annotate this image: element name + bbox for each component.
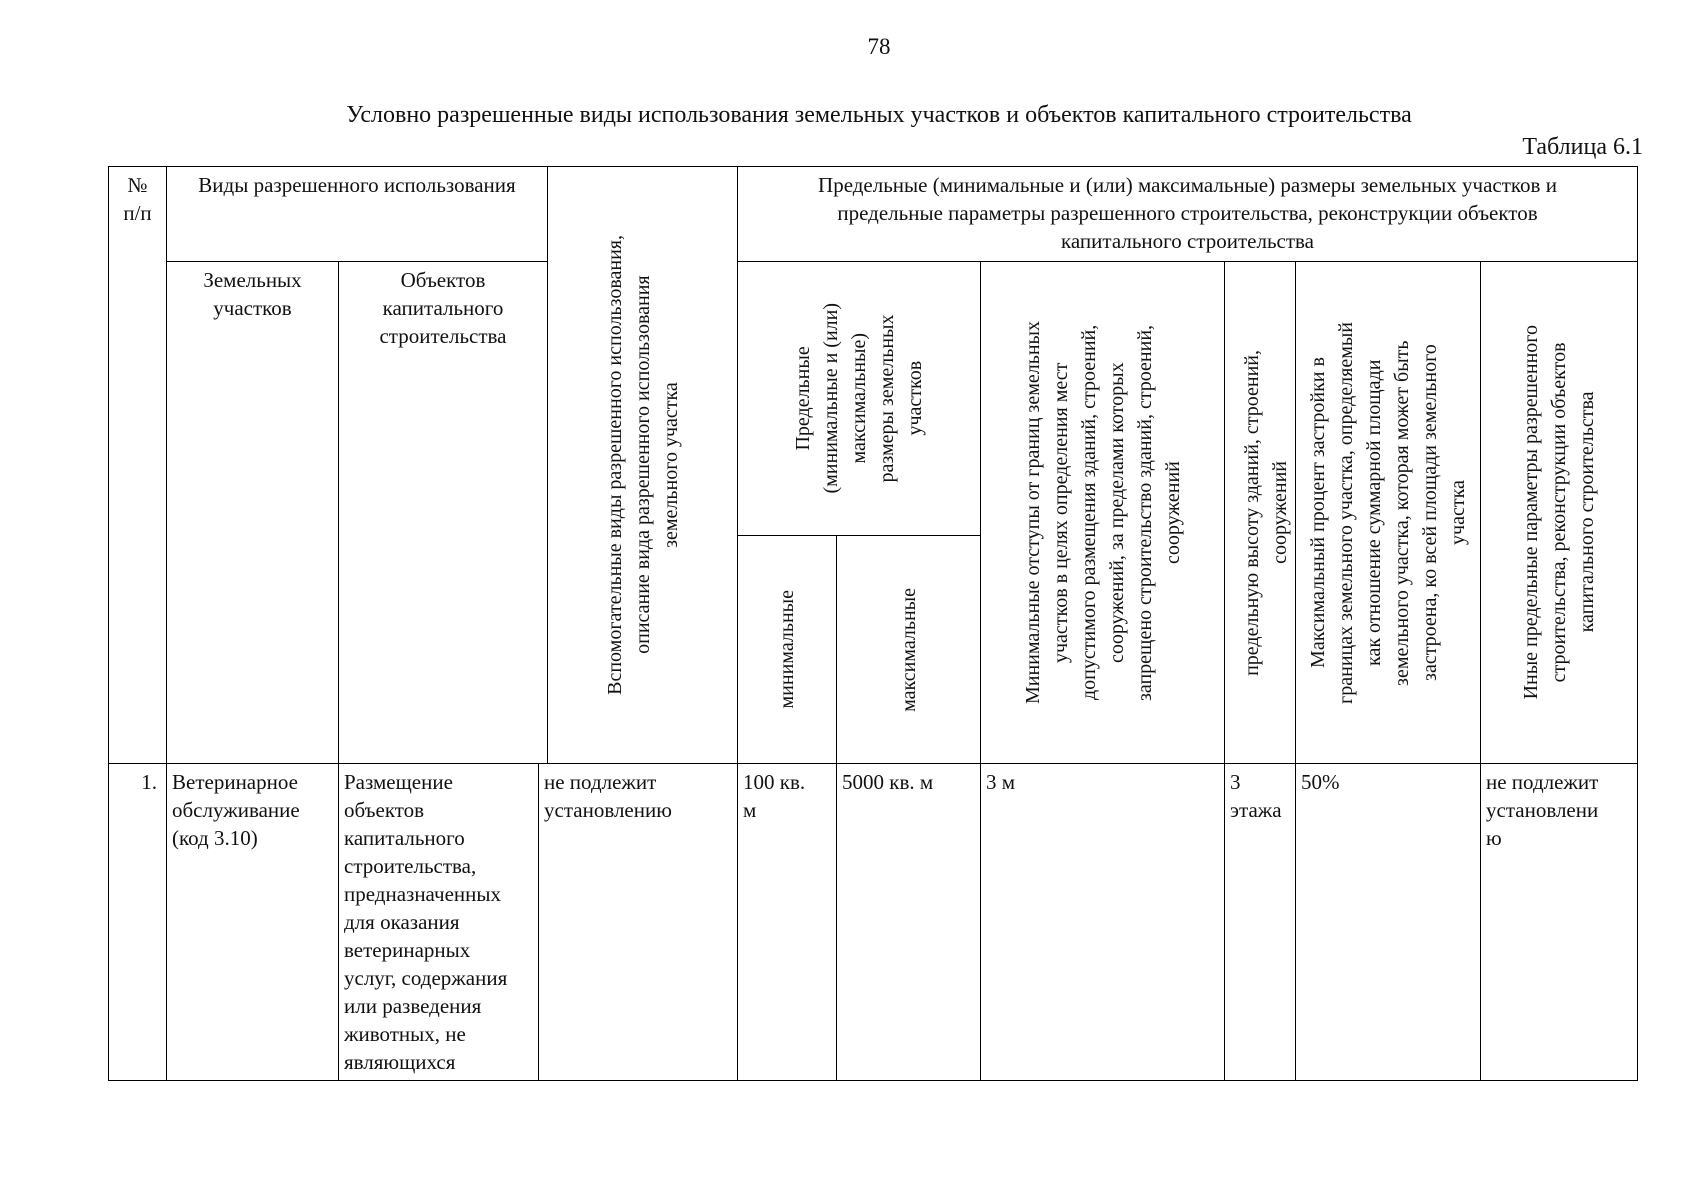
- header-auxiliary-uses-text: Вспомогательные виды разрешенного использования, описание вида разрешенного использования земельного участка: [603, 235, 682, 695]
- header-coverage: [1295, 261, 1481, 764]
- cell-auxiliary-uses: не подлежит установлению: [538, 763, 738, 1081]
- table-label: Таблица 6.1: [1522, 134, 1643, 160]
- header-other-parameters-text: Иные предельные параметры разрешенного строительства, реконструкции объектов капитального строительства: [1520, 325, 1598, 700]
- page-number: 78: [867, 34, 891, 59]
- cell-coverage: 50%: [1295, 763, 1481, 1081]
- cell-maximum-size: 5000 кв. м: [836, 763, 981, 1081]
- cell-setbacks: 3 м: [980, 763, 1225, 1081]
- document-title: Условно разрешенные виды использования земельных участков и объектов капитального строительства: [346, 102, 1412, 128]
- header-capital-objects: Объектов капитального строительства: [338, 261, 548, 764]
- header-setbacks-text: Минимальные отступы от границ земельных участков в целях определения мест допустимого размещения зданий, строений, сооружений, за пределами которых запрещено строительство зданий, строений, сооружений: [1021, 320, 1184, 705]
- header-limits: Предельные (минимальные и (или) максимальные) размеры земельных участков и предельные параметры разрешенного строительства, реконструкции объектов капитального строительства: [737, 166, 1638, 262]
- header-minimum: [737, 535, 837, 764]
- header-height: [1224, 261, 1296, 764]
- header-number: № п/п: [108, 166, 167, 764]
- header-plot-sizes: [737, 261, 981, 536]
- header-plot-sizes-text: Предельные (минимальные и (или) максимальные) размеры земельных участков: [792, 303, 926, 494]
- header-minimum-text: минимальные: [776, 590, 798, 709]
- cell-other-parameters: не подлежит установлени ю: [1480, 763, 1638, 1081]
- cell-minimum-size: 100 кв. м: [737, 763, 837, 1081]
- header-height-text: предельную высоту зданий, строений, сооружений: [1241, 349, 1291, 676]
- cell-height: 3 этажа: [1224, 763, 1296, 1081]
- header-maximum-text: максимальные: [897, 587, 920, 712]
- header-setbacks: [980, 261, 1225, 764]
- header-coverage-text: Максимальный процент застройки в границах земельного участка, определяемый как отношение суммарной площади земельного участка, которая может быть застроена, ко всей площади земельного участка: [1307, 321, 1469, 704]
- cell-capital-object-use: Размещение объектов капитального строительства, предназначенных для оказания ветеринарных услуг, содержания или разведения животных, не являющихся: [338, 763, 539, 1081]
- cell-land-use: Ветеринарное обслуживание (код 3.10): [166, 763, 339, 1081]
- header-land-plots: Земельных участков: [166, 261, 339, 764]
- header-maximum: [836, 535, 981, 764]
- header-other-parameters: [1480, 261, 1638, 764]
- header-use-types: Виды разрешенного использования: [166, 166, 548, 262]
- header-auxiliary-uses: [547, 166, 738, 764]
- cell-number: 1.: [108, 763, 167, 1081]
